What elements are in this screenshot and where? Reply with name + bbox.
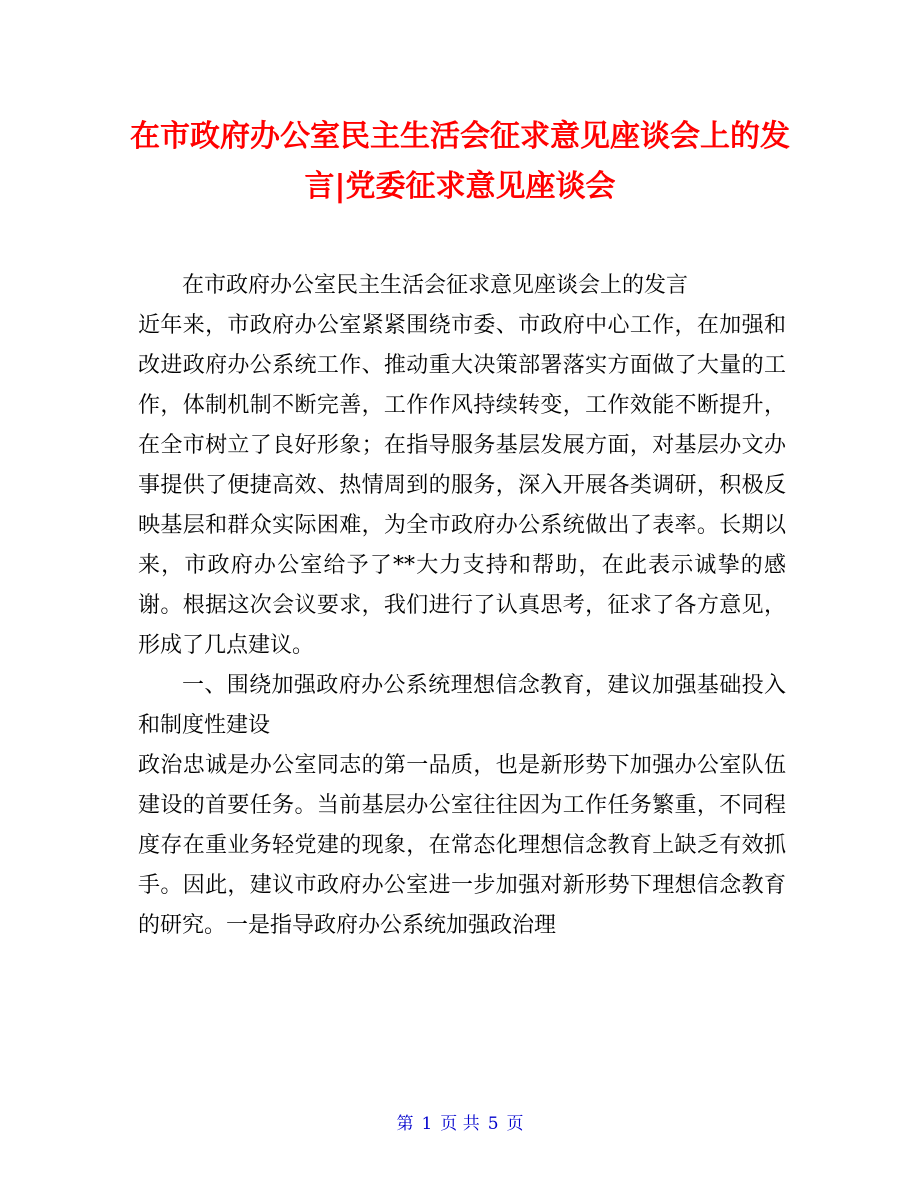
- document-body: [138, 266, 786, 946]
- paragraph-subtitle: 在市政府办公室民主生活会征求意见座谈会上的发言: [182, 273, 689, 298]
- footer-total-pages: 5: [487, 1114, 499, 1134]
- document-title: 在市政府办公室民主生活会征求意见座谈会上的发言|党委征求意见座谈会: [130, 119, 790, 204]
- footer-current-page: 1: [421, 1114, 433, 1134]
- footer-prefix: 第: [396, 1114, 414, 1134]
- paragraph-section-1: 政治忠诚是办公室同志的第一品质，也是新形势下加强办公室队伍建设的首要任务。当前基层办公室往往因为工作任务繁重，不同程度存在重业务轻党建的现象，在常态化理想信念教育上缺乏有效抓手。因此，建议市政府办公室进一步加强对新形势下理想信念教育的研究。一是指导政府办公系统加强政治理: [138, 753, 786, 938]
- footer-middle: 页 共: [440, 1114, 480, 1134]
- section-heading-1: 一、围绕加强政府办公系统理想信念教育，建议加强基础投入和制度性建设: [138, 673, 786, 738]
- paragraph-intro: 近年来，市政府办公室紧紧围绕市委、市政府中心工作，在加强和改进政府办公系统工作、推动重大决策部署落实方面做了大量的工作，体制机制不断完善，工作作风持续转变，工作效能不断提升，在全市树立了良好形象；在指导服务基层发展方面，对基层办文办事提供了便捷高效、热情周到的服务，深入开展各类调研，积极反映基层和群众实际困难，为全市政府办公系统做出了表率。长期以来，市政府办公室给予了**大力支持和帮助，在此表示诚挚的感谢。根据这次会议要求，我们进行了认真思考，征求了各方意见，形成了几点建议。: [138, 313, 786, 658]
- footer-suffix: 页: [506, 1114, 524, 1134]
- page-number-footer: [0, 1112, 920, 1136]
